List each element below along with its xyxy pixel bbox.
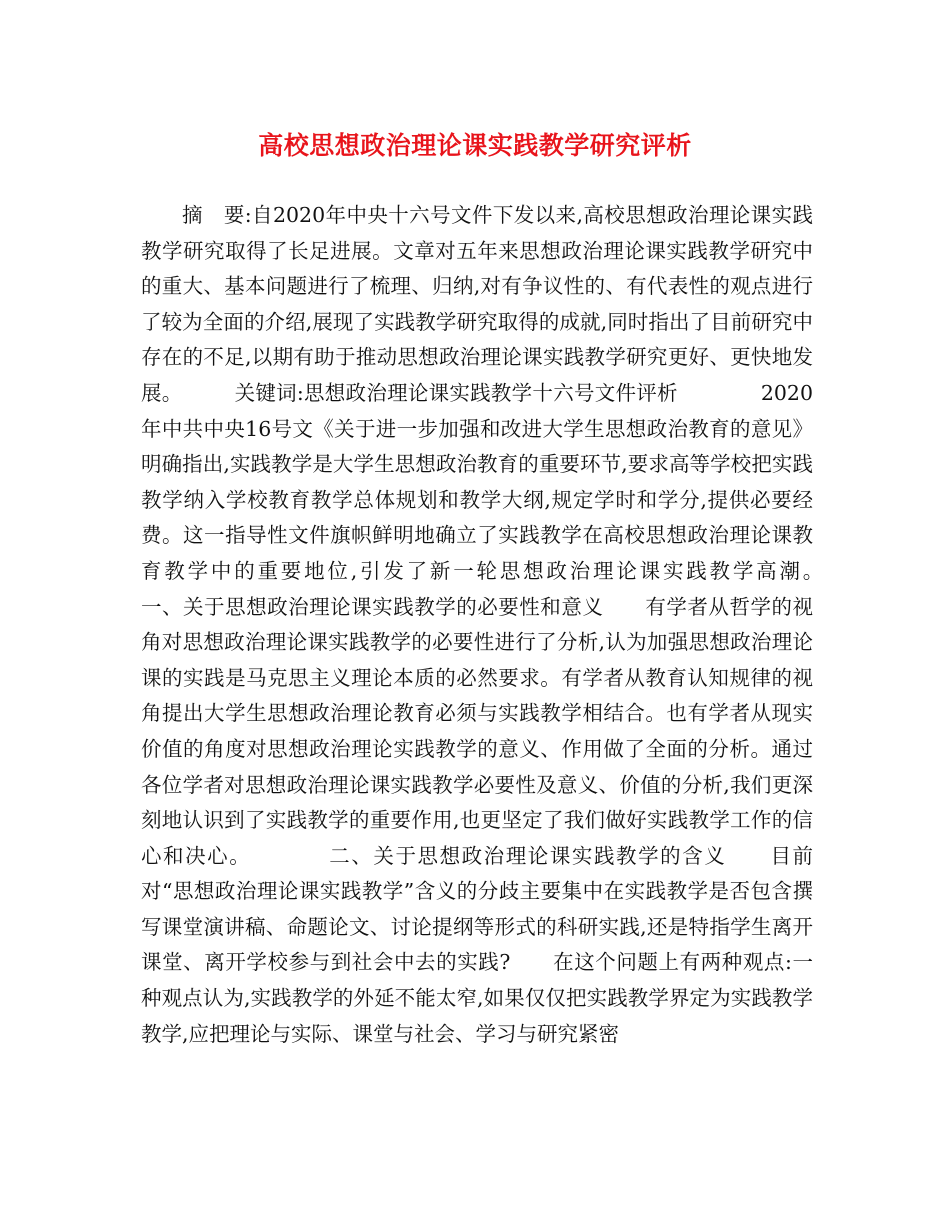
document-body-text: 摘 要:自2020年中央十六号文件下发以来,高校思想政治理论课实践教学研究取得了长足进展。文章对五年来思想政治理论课实践教学研究中的重大、基本问题进行了梳理、归纳,对有争议性的、有代表性的观点进行了较为全面的介绍,展现了实践教学研究取得的成就,同时指出了目前研究中存在的不足,以期有助于推动思想政治理论课实践教学研究更好、更快地发展。 关键词:思想政治理论课实践教学十六号文件评析 2020年中共中央16号文《关于进一步加强和改进大学生思想政治教育的意见》明确指出,实践教学是大学生思想政治教育的重要环节,要求高等学校把实践教学纳入学校教育教学总体规划和教学大纲,规定学时和学分,提供必要经费。这一指导性文件旗帜鲜明地确立了实践教学在高校思想政治理论课教育教学中的重要地位,引发了新一轮思想政治理论课实践教学高潮。 一、关于思想政治理论课实践教学的必要性和意义 有学者从哲学的视角对思想政治理论课实践教学的必要性进行了分析,认为加强思想政治理论课的实践是马克思主义理论本质的必然要求。有学者从教育认知规律的视角提出大学生思想政治理论教育必须与实践教学相结合。也有学者从现实价值的角度对思想政治理论实践教学的意义、作用做了全面的分析。通过各位学者对思想政治理论课实践教学必要性及意义、价值的分析,我们更深刻地认识到了实践教学的重要作用,也更坚定了我们做好实践教学工作的信心和决心。 二、关于思想政治理论课实践教学的含义 目前对“思想政治理论课实践教学”含义的分歧主要集中在实践教学是否包含撰写课堂演讲稿、命题论文、讨论提纲等形式的科研实践,还是特指学生离开课堂、离开学校参与到社会中去的实践? 在这个问题上有两种观点:一种观点认为,实践教学的外延不能太窄,如果仅仅把实践教学界定为实践教学教学,应把理论与实际、课堂与社会、学习与研究紧密 [141, 203, 895, 1046]
document-title: 高校思想政治理论课实践教学研究评析 [258, 131, 692, 160]
